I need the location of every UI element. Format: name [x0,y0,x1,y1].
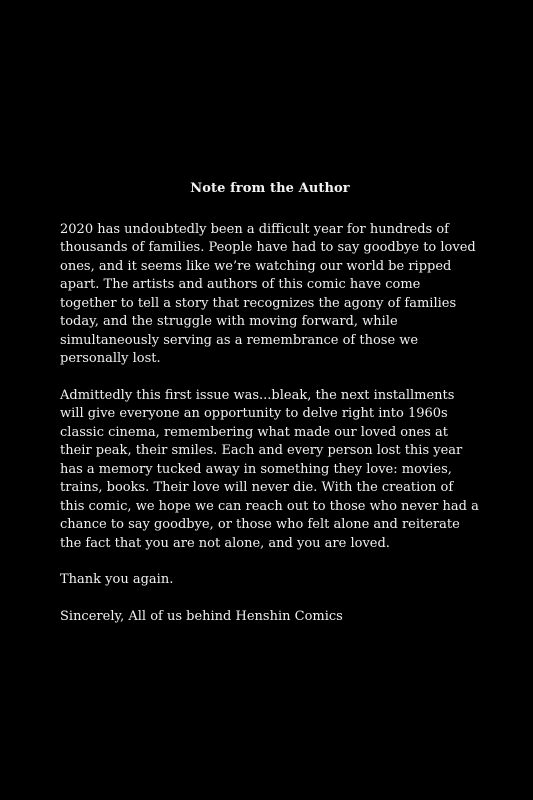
note-paragraph-1: 2020 has undoubtedly been a difficult year for hundreds of thousands of families. People have had to say goodbye to loved ones, and it seems like we’re watching our world be ripped apart. The artists and authors of this comic have come together to tell a story that recognizes the agony of families today, and the struggle with moving forward, while simultaneously serving as a remembrance of those we personally lost. [60,221,476,366]
note-paragraph-2: Admittedly this first issue was...bleak, the next installments will give everyone an opportunity to delve right into 1960s classic cinema, remembering what made our loved ones at their peak, their smiles. Each and every person lost this year has a memory tucked away in something they love: movies, trains, books. Their love will never die. With the creation of this comic, we hope we can reach out to those who never had a chance to say goodbye, or those who felt alone and reiterate the fact that you are not alone, and you are loved. [60,387,479,551]
note-thanks: Thank you again. [60,572,174,587]
note-signature: Sincerely, All of us behind Henshin Comics [60,608,343,624]
author-note [60,180,480,644]
note-title: Note from the Author [190,181,350,196]
